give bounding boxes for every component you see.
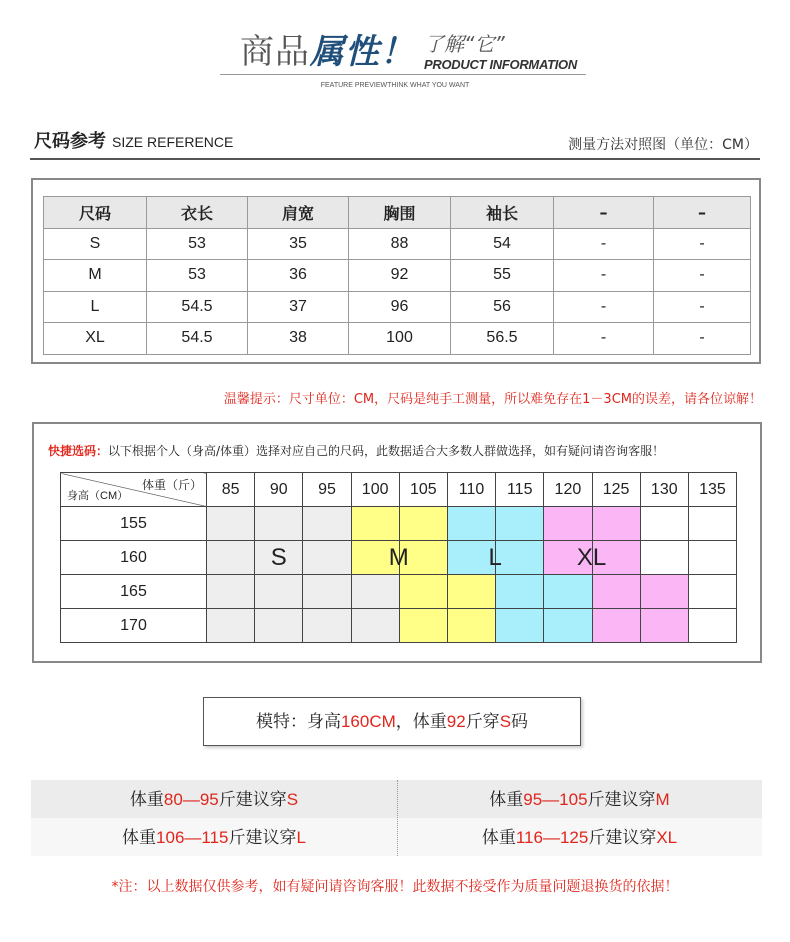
size-zone-cell [351,609,399,643]
size-zone-cell [399,609,447,643]
model-text-1: 模特：身高 [255,712,341,732]
table-cell: 96 [349,291,451,323]
weight-header-cell: 110 [447,473,495,507]
size-zone-cell [207,575,255,609]
size-table-header-cell: 衣长 [147,197,248,229]
model-height: 160CM [340,712,396,731]
model-info [203,697,581,746]
size-zone-cell [351,507,399,541]
size-table-header-cell: 尺码 [44,197,147,229]
size-zone-label: L [488,543,502,571]
header-tagline: FEATURE PREVIEWTHINK WHAT YOU WANT [320,82,470,89]
size-zone-cell [688,507,736,541]
disclaimer-note: *注：以上数据仅供参考，如有疑问请咨询客服！此数据不接受作为质量问题退换货的依据！ [111,879,679,895]
size-zone-cell [303,575,351,609]
height-cell: 160 [61,541,207,575]
table-cell: - [654,323,751,355]
table-cell: 37 [248,291,349,323]
table-cell: 55 [451,260,554,292]
weight-header-cell: 105 [399,473,447,507]
size-table-header-cell: 肩宽 [248,197,349,229]
size-reference-title-en: SIZE REFERENCE [112,134,234,150]
size-zone-label: S [270,543,287,571]
size-reference-title-cn: 尺码参考 [34,131,106,152]
size-zone-cell [592,507,640,541]
size-zone-cell [688,575,736,609]
table-cell: - [654,291,751,323]
model-text-4: 码 [511,712,529,732]
table-row [61,507,737,541]
recommendation-item: 体重95—105斤建议穿M [489,790,670,810]
table-row [61,609,737,643]
size-zone-cell [207,507,255,541]
size-zone-cell [303,609,351,643]
weight-header-cell: 120 [544,473,592,507]
size-zone-cell [640,541,688,575]
recommendation-divider [397,780,398,856]
size-table-header-cell: – [554,197,654,229]
quick-select-desc: 以下根据个人（身高/体重）选择对应自己的尺码，此数据适合大多数人群做选择，如有疑问请咨询客服！ [108,444,665,458]
quick-select-box [32,422,762,663]
table-cell: - [554,291,654,323]
weight-header-cell: 115 [496,473,544,507]
recommendation-item: 体重106—115斤建议穿L [122,828,306,848]
size-zone-cell [207,541,255,575]
size-zone-cell [496,541,544,575]
model-weight: 92 [446,712,466,731]
header-subtitle-en: PRODUCT INFORMATION [424,57,577,72]
weight-header-cell: 135 [688,473,736,507]
size-zone-cell [496,609,544,643]
model-text-2: ，体重 [395,712,447,732]
model-size: S [499,712,512,731]
size-table-header-cell: 胸围 [349,197,451,229]
size-zone-cell [255,575,303,609]
size-zone-cell [351,541,409,575]
size-zone-cell [592,575,640,609]
size-zone-cell [592,609,640,643]
table-cell: 92 [349,260,451,292]
size-zone-cell [447,507,495,541]
quick-select-text [48,442,664,459]
height-cell: 165 [61,575,207,609]
size-zone-cell [688,541,736,575]
header [240,22,580,72]
size-zone-label: M [388,543,409,571]
table-cell: 53 [147,228,248,260]
table-cell: 56.5 [451,323,554,355]
table-row [61,541,737,575]
size-zone-cell [207,609,255,643]
section-divider [30,158,760,160]
header-title-bold: 属性！ [310,32,415,72]
size-reference-title [34,127,233,153]
size-zone-cell [447,575,495,609]
header-title [240,24,415,73]
table-row [44,291,751,323]
table-cell: 56 [451,291,554,323]
height-cell: 170 [61,609,207,643]
table-cell: 100 [349,323,451,355]
size-zone-cell [399,575,447,609]
header-divider [220,74,586,75]
size-zone-cell [688,609,736,643]
recommendation-item: 体重80—95斤建议穿S [129,790,299,810]
quick-select-label: 快捷选码： [48,444,109,458]
size-table-box [31,178,761,364]
table-row [61,575,737,609]
size-zone-cell [255,541,303,575]
header-subtitle [424,28,577,72]
corner-weight-label: 体重（斤） [141,478,202,492]
size-table-header-cell: – [654,197,751,229]
recommendation-item: 体重116—125斤建议穿XL [481,828,678,848]
table-row [44,323,751,355]
table-cell: - [654,260,751,292]
table-cell: 54.5 [147,323,248,355]
header-subtitle-cn: 了解“它” [424,32,505,56]
table-row [44,228,751,260]
size-table-header-cell: 袖长 [451,197,554,229]
size-zone-cell [351,575,399,609]
table-cell: M [44,260,147,292]
table-row [44,260,751,292]
size-zone-label: XL [576,543,607,571]
warning-text: 温馨提示：尺寸单位：CM，尺码是纯手工测量，所以难免存在1－3CM的误差，请各位谅解！ [223,392,762,407]
size-zone-cell [544,575,592,609]
size-zone-cell [640,609,688,643]
corner-cell [61,473,207,507]
table-cell: 35 [248,228,349,260]
height-cell: 155 [61,507,207,541]
size-zone-cell [255,507,303,541]
table-cell: - [554,228,654,260]
size-zone-cell [640,507,688,541]
weight-header-cell: 90 [255,473,303,507]
size-zone-cell [303,507,351,541]
table-cell: - [654,228,751,260]
weight-header-cell: 95 [303,473,351,507]
size-zone-cell [447,609,495,643]
size-zone-cell [303,541,351,575]
size-table-header [44,197,751,229]
table-cell: 54 [451,228,554,260]
model-text-3: 斤穿 [465,712,500,732]
size-zone-cell [447,541,502,575]
recommendation-box [31,780,762,856]
table-cell: 88 [349,228,451,260]
weight-header-row [61,473,737,507]
table-cell: - [554,260,654,292]
table-cell: XL [44,323,147,355]
size-zone-cell [544,507,592,541]
table-cell: S [44,228,147,260]
weight-header-cell: 130 [640,473,688,507]
corner-height-label: 身高（CM） [67,490,129,502]
size-zone-cell [399,507,447,541]
size-zone-cell [544,541,607,575]
table-cell: 53 [147,260,248,292]
weight-header-cell: 100 [351,473,399,507]
size-zone-cell [496,507,544,541]
weight-header-cell: 125 [592,473,640,507]
height-weight-table [60,472,737,643]
size-table [43,196,751,355]
table-cell: - [554,323,654,355]
measure-method-text: 测量方法对照图（单位：CM） [568,137,758,153]
table-cell: 38 [248,323,349,355]
size-zone-cell [496,575,544,609]
table-cell: 54.5 [147,291,248,323]
size-zone-cell [544,609,592,643]
table-cell: 36 [248,260,349,292]
header-title-light: 商品 [240,32,310,72]
size-zone-cell [640,575,688,609]
weight-header-cell: 85 [207,473,255,507]
size-zone-cell [255,609,303,643]
table-cell: L [44,291,147,323]
